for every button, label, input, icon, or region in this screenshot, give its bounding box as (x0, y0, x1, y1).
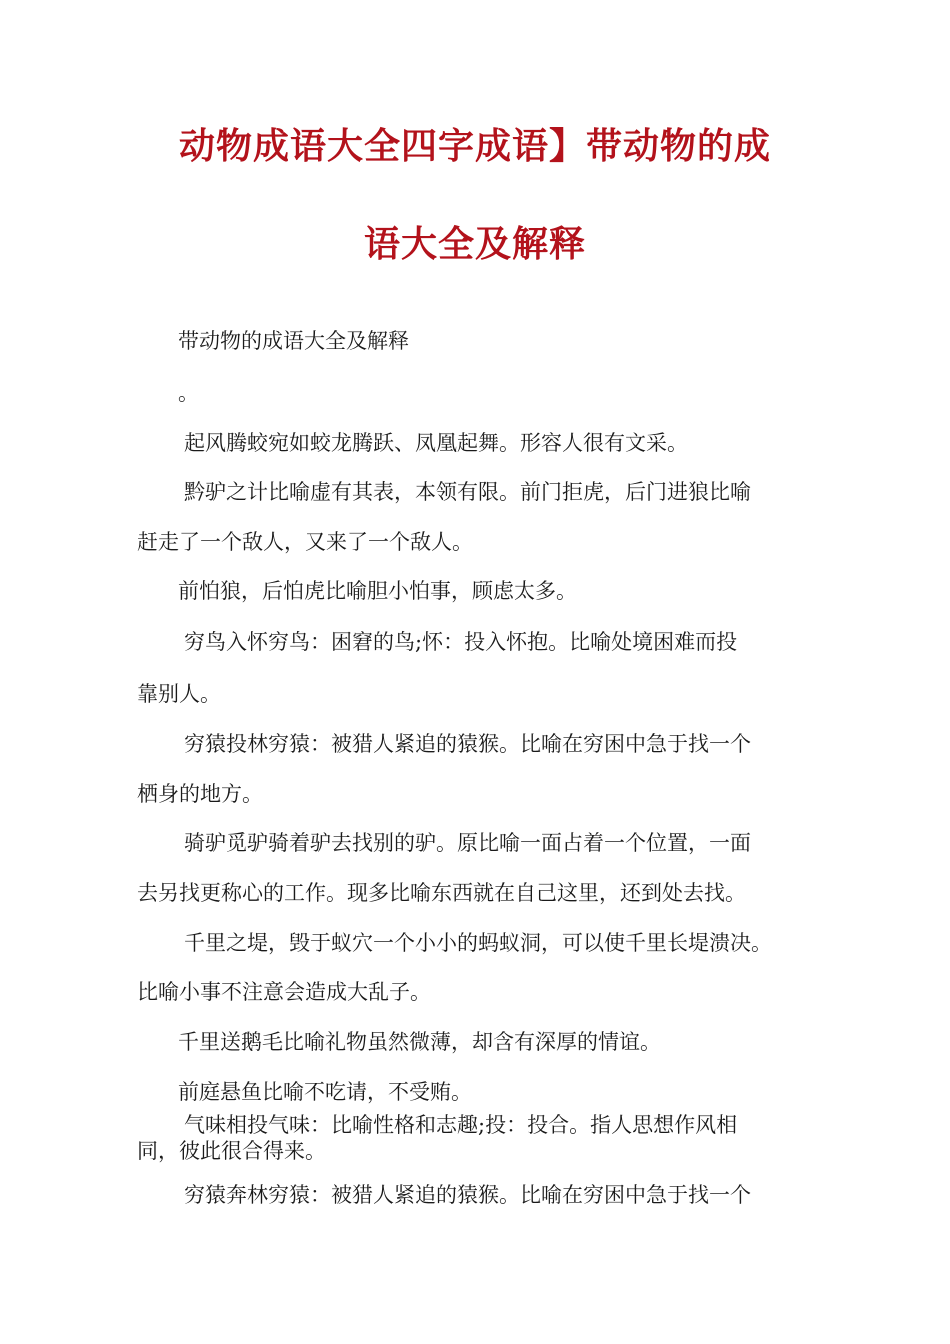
paragraph-line: 前庭悬鱼比喻不吃请，不受贿。 (178, 1080, 472, 1104)
paragraph-line: 起风腾蛟宛如蛟龙腾跃、凤凰起舞。形容人很有文采。 (184, 431, 688, 455)
paragraph-line: 前怕狼，后怕虎比喻胆小怕事，顾虑太多。 (178, 579, 577, 603)
paragraph-line: 千里送鹅毛比喻礼物虽然微薄，却含有深厚的情谊。 (178, 1030, 661, 1054)
paragraph-line: 去另找更称心的工作。现多比喻东西就在自己这里，还到处去找。 (137, 881, 746, 905)
paragraph-line: 赶走了一个敌人，又来了一个敌人。 (137, 530, 473, 554)
paragraph-line: 靠别人。 (137, 682, 221, 706)
paragraph-line: 气味相投气味：比喻性格和志趣;投：投合。指人思想作风相 (184, 1113, 738, 1137)
paragraph-line: 黔驴之计比喻虚有其表，本领有限。前门拒虎，后门进狼比喻 (184, 480, 751, 504)
paragraph-line: 栖身的地方。 (137, 782, 263, 806)
paragraph-line: 带动物的成语大全及解释 (178, 329, 409, 353)
paragraph-line: 穷猿投林穷猿：被猎人紧追的猿猴。比喻在穷困中急于找一个 (184, 732, 751, 756)
document-title-line-1: 动物成语大全四字成语】带动物的成 (178, 126, 771, 167)
paragraph-line: 穷猿奔林穷猿：被猎人紧追的猿猴。比喻在穷困中急于找一个 (184, 1183, 751, 1207)
paragraph-line: 千里之堤，毁于蚁穴一个小小的蚂蚁洞，可以使千里长堤溃决。 (184, 931, 772, 955)
document-title-line-2: 语大全及解释 (363, 224, 586, 265)
paragraph-line: 比喻小事不注意会造成大乱子。 (137, 980, 431, 1004)
paragraph-line: 穷鸟入怀穷鸟：困窘的鸟;怀：投入怀抱。比喻处境困难而投 (184, 630, 738, 654)
paragraph-line: 同，彼此很合得来。 (137, 1139, 326, 1163)
paragraph-line: 。 (178, 381, 199, 405)
paragraph-line: 骑驴觅驴骑着驴去找别的驴。原比喻一面占着一个位置，一面 (184, 831, 751, 855)
